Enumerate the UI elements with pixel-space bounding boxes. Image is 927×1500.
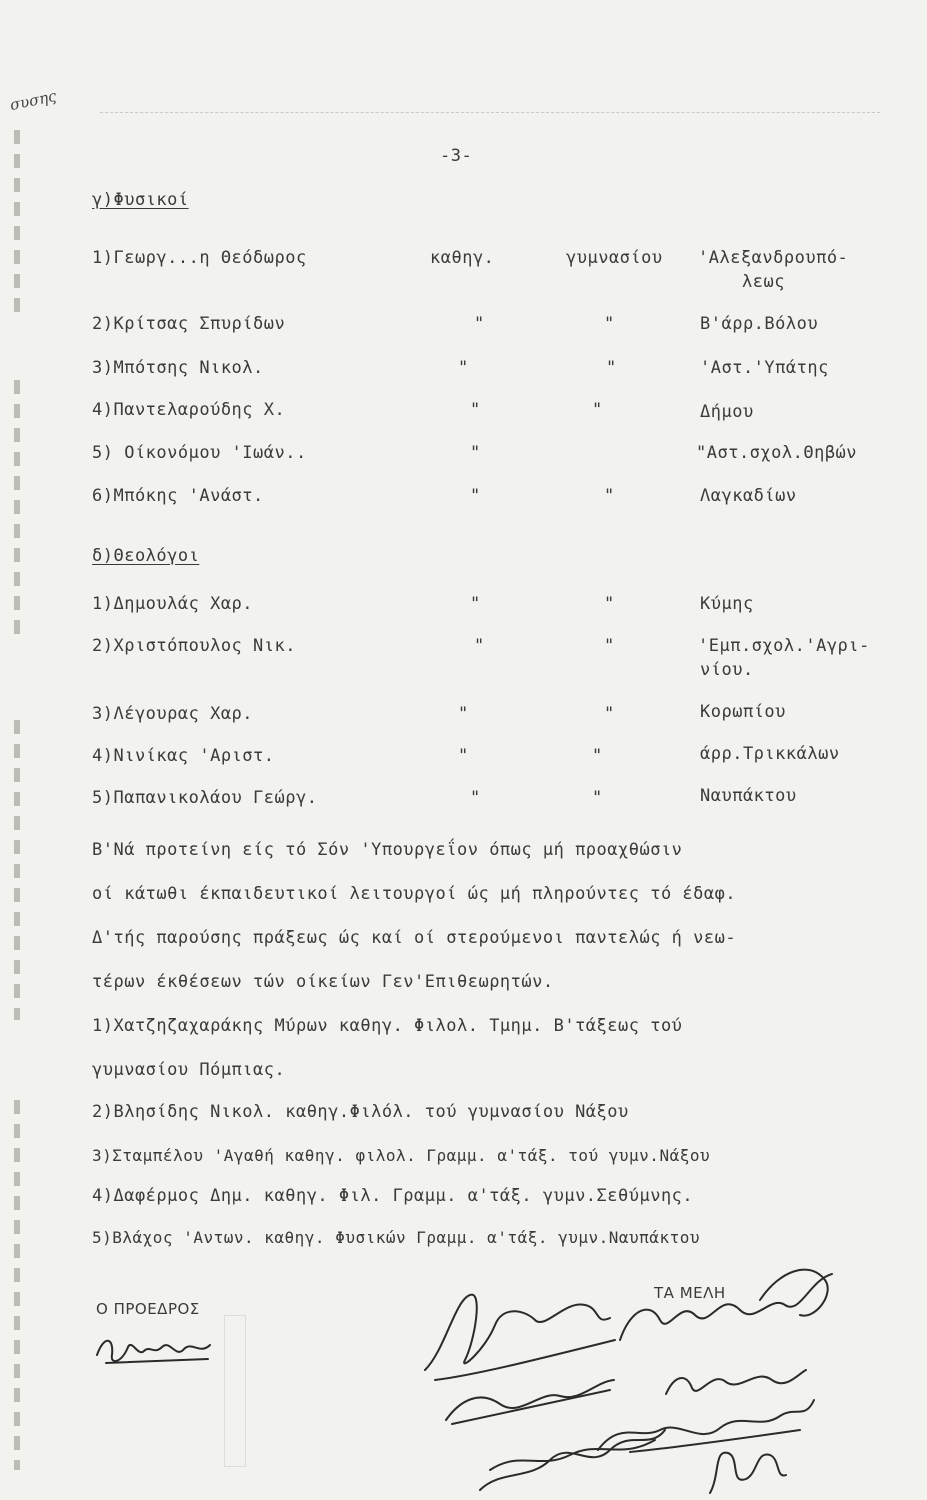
table-row-title: " — [470, 594, 481, 614]
table-row-school: γυμνασίου — [566, 248, 663, 268]
table-row-title: " — [474, 314, 485, 334]
table-row-name: 3)Λέγουρας Χαρ. — [92, 704, 254, 724]
table-row-title: " — [470, 443, 481, 463]
table-row-place-cont: λεως — [742, 272, 785, 292]
table-row-name: 1)Δημουλάς Χαρ. — [92, 594, 254, 614]
table-row-name: 3)Μπότσης Νικολ. — [92, 358, 264, 378]
table-row-name: 4)Νινίκας 'Αριστ. — [92, 746, 275, 766]
table-row-school: " — [592, 746, 603, 766]
member-signature-2 — [610, 1260, 840, 1360]
stamp-mark — [224, 1315, 246, 1467]
table-row-name: 5) Οίκονόμου 'Ιωάν.. — [92, 443, 307, 463]
list-item: 2)Βλησίδης Νικολ. καθηγ.Φιλόλ. τού γυμνασίου Νάξου — [92, 1102, 629, 1122]
president-label: Ο ΠΡΟΕΔΡΟΣ — [96, 1300, 200, 1318]
table-row-place: 'Εμπ.σχολ.'Αγρι- — [698, 636, 870, 656]
handwritten-note: συσης — [8, 86, 58, 115]
table-row-school: " — [606, 358, 617, 378]
list-item: 5)Βλάχος 'Αντων. καθηγ. Φυσικών Γραμμ. α'τάξ. γυμν.Ναυπάκτου — [92, 1228, 700, 1247]
table-row-school: " — [604, 704, 615, 724]
table-row-place: άρρ.Τρικκάλων — [700, 744, 840, 764]
header-rule — [100, 112, 880, 113]
member-signature-7 — [700, 1435, 790, 1497]
table-row-place: Κορωπίου — [700, 702, 786, 722]
list-item: 1)Χατζηζαχαράκης Μύρων καθηγ. Φιλολ. Τμημ. Β'τάξεως τού — [92, 1016, 683, 1036]
table-row-place: 'Αστ.'Υπάτης — [700, 358, 829, 378]
table-row-place: Κύμης — [700, 594, 754, 614]
president-signature — [92, 1325, 222, 1375]
page-number: -3- — [440, 146, 473, 166]
table-row-school: " — [592, 400, 603, 420]
list-item: 4)Δαφέρμος Δημ. καθηγ. Φιλ. Γραμμ. α'τάξ. γυμν.Σεθύμνης. — [92, 1186, 694, 1206]
table-row-place: "Αστ.σχολ.Θηβών — [696, 443, 858, 463]
table-row-place: Β'άρρ.Βόλου — [700, 314, 819, 334]
table-row-title: " — [470, 486, 481, 506]
table-row-title: " — [458, 746, 469, 766]
table-row-title: " — [470, 400, 481, 420]
table-row-title: " — [458, 358, 469, 378]
table-row-name: 5)Παπανικολάου Γεώργ. — [92, 788, 318, 808]
table-row-school: " — [592, 788, 603, 808]
table-row-place: Λαγκαδίων — [700, 486, 797, 506]
table-row-place-cont: νίου. — [700, 660, 754, 680]
table-row-name: 1)Γεωργ...η Θεόδωρος — [92, 248, 307, 268]
table-row-school: " — [604, 314, 615, 334]
paragraph-line: τέρων έκθέσεων τών οίκείων Γεν'Επιθεωρητών. — [92, 972, 554, 992]
list-item: 3)Σταμπέλου 'Αγαθή καθηγ. φιλολ. Γραμμ. α'τάξ. τού γυμν.Νάξου — [92, 1146, 711, 1165]
paragraph-line: Δ'τής παρούσης πράξεως ώς καί οί στερούμενοι παντελώς ή νεω- — [92, 928, 737, 948]
table-row-place: Ναυπάκτου — [700, 786, 797, 806]
table-row-title: " — [474, 636, 485, 656]
table-row-name: 2)Χριστόπουλος Νικ. — [92, 636, 296, 656]
table-row-name: 4)Παντελαρούδης Χ. — [92, 400, 286, 420]
table-row-title: " — [470, 788, 481, 808]
table-row-school: " — [604, 486, 615, 506]
members-label: ΤΑ ΜΕΛΗ — [654, 1284, 726, 1302]
table-row-title: καθηγ. — [430, 248, 495, 268]
paragraph-line: οί κάτωθι έκπαιδευτικοί λειτουργοί ώς μή πληρούντες τό έδαφ. — [92, 884, 737, 904]
table-row-school: " — [604, 594, 615, 614]
table-row-name: 2)Κρίτσας Σπυρίδων — [92, 314, 286, 334]
table-row-place: 'Αλεξανδρουπό- — [698, 248, 849, 268]
table-row-place: Δήμου — [700, 402, 754, 422]
member-signature-6 — [470, 1410, 670, 1500]
list-item: γυμνασίου Πόμπιας. — [92, 1060, 286, 1080]
table-row-title: " — [458, 704, 469, 724]
table-row-school: " — [604, 636, 615, 656]
table-row-name: 6)Μπόκης 'Ανάστ. — [92, 486, 264, 506]
section-d-heading: δ)Θεολόγοι — [92, 546, 200, 566]
binding-edge — [6, 120, 28, 1480]
paragraph-line: Β'Νά προτείνη είς τό Σόν 'Υπουργεΐον όπως μή προαχθώσιν — [92, 840, 683, 860]
section-c-heading: γ)Φυσικοί — [92, 190, 189, 210]
